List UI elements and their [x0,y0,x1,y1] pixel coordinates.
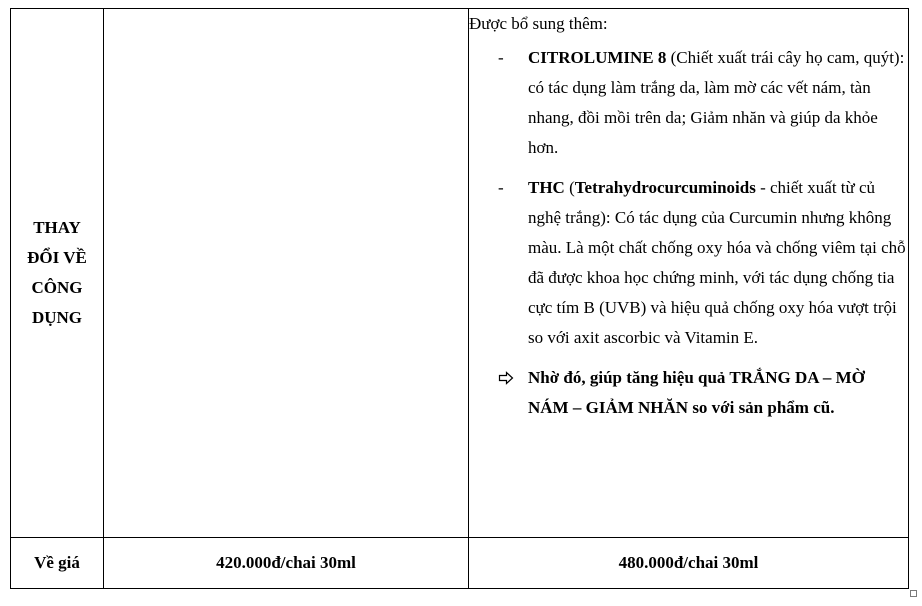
ingredient-item-citrolumine [469,43,908,163]
new-usage-cell [469,9,909,538]
ingredient-paren: ( [564,178,575,197]
ingredient-full-name: Tetrahydrocurcuminoids [574,178,756,197]
usage-label-cell [11,9,104,538]
old-price: 420.000đ/chai 30ml [104,538,469,589]
ingredient-name: CITROLUMINE 8 [528,48,667,67]
bullet-dash: - [498,48,504,67]
old-usage-cell [104,9,469,538]
ingredient-description: (Chiết xuất trái cây họ cam, quýt): có tác dụng làm trắng da, làm mờ các vết nám, tàn nhang, đồi mồi trên da; Giảm nhăn và giúp da khỏe hơn. [528,48,905,157]
conclusion-item [469,363,908,423]
usage-label: THAY ĐỔI VỀ CÔNG DỤNG [27,218,87,327]
price-row [11,538,909,589]
ingredient-description: - chiết xuất từ củ nghệ trắng): Có tác dụng của Curcumin nhưng không màu. Là một chất chống oxy hóa và chống viêm tại chỗ đã được khoa học chứng minh, với tác dụng chống tia cực tím B (UVB) và hiệu quả chống oxy hóa vượt trội so với axit ascorbic và Vitamin E. [528,178,906,347]
ingredient-name: THC [528,178,565,197]
bullet-dash: - [498,178,504,197]
new-usage-intro: Được bổ sung thêm: [469,14,608,33]
right-arrow-outline-icon [498,371,514,385]
comparison-table [10,8,909,589]
usage-change-row [11,9,909,538]
conclusion-text: Nhờ đó, giúp tăng hiệu quả TRẮNG DA – MỜ NÁM – GIẢM NHĂN so với sản phẩm cũ. [528,368,865,417]
resize-handle-icon[interactable] [910,590,917,597]
ingredient-item-thc [469,173,908,353]
price-label: Về giá [11,538,104,589]
new-price: 480.000đ/chai 30ml [469,538,909,589]
